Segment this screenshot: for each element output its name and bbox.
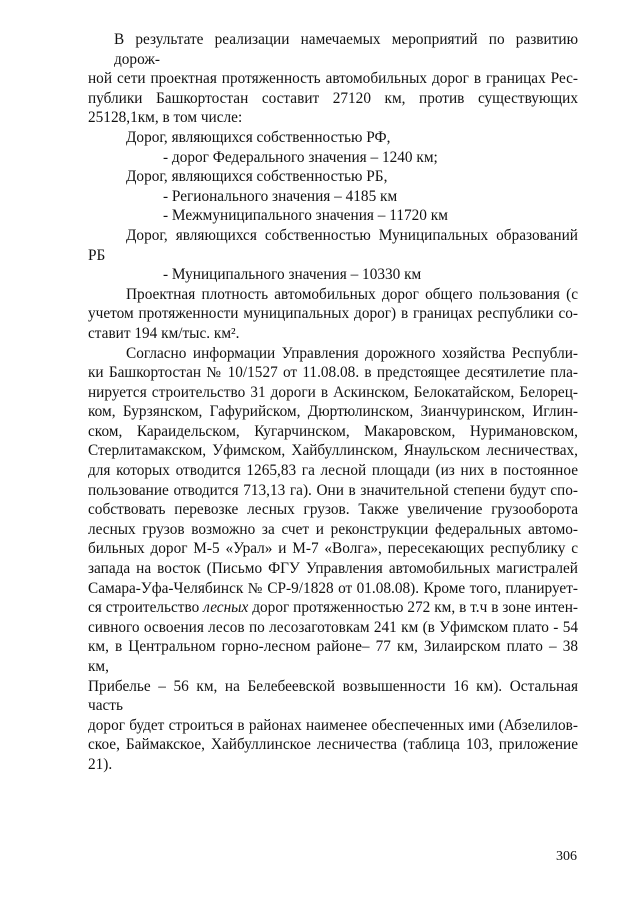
text-line: РБ bbox=[88, 246, 106, 264]
text-line: 25128,1км, в том числе: bbox=[88, 109, 243, 127]
text-line: запада на восток (Письмо ФГУ Управления автомобильных магистралей bbox=[88, 560, 578, 578]
text-line: 21). bbox=[88, 755, 113, 773]
text-line: бильных дорог М-5 «Урал» и М-7 «Волга», пересекающих республику с bbox=[88, 540, 578, 558]
text-line: Проектная плотность автомобильных дорог общего пользования (с bbox=[126, 285, 578, 303]
text-line: Дорог, являющихся собственностью РФ, bbox=[126, 128, 391, 146]
text-line: Согласно информации Управления дорожного хозяйства Республи- bbox=[126, 344, 578, 362]
text-line: ной сети проектная протяженность автомобильных дорог в границах Рес- bbox=[88, 70, 578, 88]
text-line: сивного освоения лесов по лесозаготовкам 241 км (в Уфимском плато - 54 bbox=[88, 618, 578, 636]
page-number: 306 bbox=[556, 849, 577, 864]
text-line: публики Башкортостан составит 27120 км, против существующих bbox=[88, 89, 578, 107]
text-line: ское, Баймакское, Хайбуллинское лесничества (таблица 103, приложение bbox=[88, 736, 578, 754]
text-line: - дорог Федерального значения – 1240 км; bbox=[163, 148, 438, 166]
text-line: пользование отводится 713,13 га). Они в значительной степени будут спо- bbox=[88, 481, 578, 499]
body-text bbox=[88, 30, 578, 775]
text-line: учетом протяженности муниципальных дорог) в границах республики со- bbox=[88, 305, 578, 323]
text-line: ставит 194 км/тыс. км². bbox=[88, 324, 240, 342]
text-line: - Регионального значения – 4185 км bbox=[163, 187, 398, 205]
text-line: дорог будет строиться в районах наименее обеспеченных ими (Абзелилов- bbox=[88, 716, 578, 734]
text-line: Самара-Уфа-Челябинск № СР-9/1828 от 01.08.08). Кроме того, планирует- bbox=[88, 579, 578, 597]
text-line: км, в Центральном горно-лесном районе– 77 км, Зилаирском плато – 38 км, bbox=[88, 638, 578, 675]
text-line: ском, Караидельском, Кугарчинском, Макаровском, Нуримановском, bbox=[88, 422, 578, 440]
text-line: - Муниципального значения – 10330 км bbox=[163, 266, 422, 284]
text-line: лесных грузов возможно за счет и реконструкции федеральных автомо- bbox=[88, 520, 578, 538]
text-line: ся строительство лесных дорог протяженностью 272 км, в т.ч в зоне интен- bbox=[88, 599, 578, 617]
text-line: для которых отводится 1265,83 га лесной площади (из них в постоянное bbox=[88, 462, 578, 480]
text-line: ком, Бурзянском, Гафурийском, Дюртюлинском, Зианчуринском, Иглин- bbox=[88, 403, 578, 421]
text-line: В результате реализации намечаемых мероприятий по развитию дорож- bbox=[114, 31, 578, 68]
text-line: нируется строительство 31 дороги в Аскинском, Белокатайском, Белорец- bbox=[88, 383, 578, 401]
text-line: собствовать перевозке лесных грузов. Также увеличение грузооборота bbox=[88, 501, 578, 519]
text-line: Дорог, являющихся собственностью Муниципальных образований bbox=[126, 226, 578, 244]
text-line: Дорог, являющихся собственностью РБ, bbox=[126, 168, 388, 186]
text-line: - Межмуниципального значения – 11720 км bbox=[163, 207, 448, 225]
text-line: Прибелье – 56 км, на Белебеевской возвышенности 16 км). Остальная часть bbox=[88, 677, 578, 715]
text-line: ки Башкортостан № 10/1527 от 11.08.08. в предстоящее десятилетие пла- bbox=[88, 364, 578, 382]
text-line: Стерлитамакском, Уфимском, Хайбуллинском, Янаульском лесничествах, bbox=[88, 442, 578, 460]
emphasis-word: лесных bbox=[203, 599, 249, 617]
